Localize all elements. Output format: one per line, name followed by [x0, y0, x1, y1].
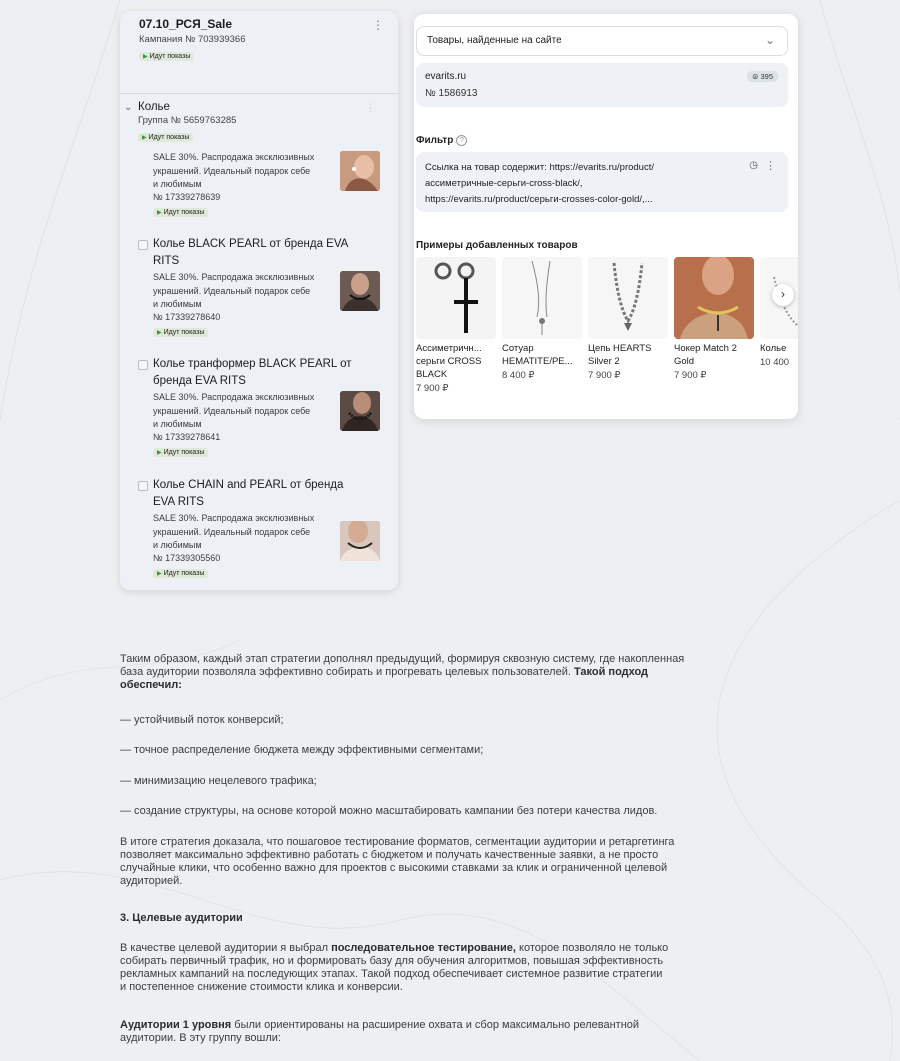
ad-item[interactable] — [138, 477, 383, 587]
product-name: Чокер Match 2 Gold — [674, 343, 737, 367]
ad-status-badge: ▶ Идут показы — [153, 208, 208, 217]
play-icon: ▶ — [157, 450, 162, 456]
campaign-number: Кампания № 703939366 — [139, 34, 246, 45]
feed-source-value: Товары, найденные на сайте — [427, 35, 562, 46]
article-paragraph: Таким образом, каждый этап стратегии дополнял предыдущий, формируя сквозную систему, где накопленная база аудитории позволяла эффективно собирать и прогревать целевых пользователей. Такой подход обеспечил: — [120, 653, 685, 691]
product-name: Сотуар HEMATITE/PE... — [502, 343, 573, 367]
play-icon: ▶ — [142, 135, 147, 141]
ad-title[interactable]: Колье BLACK PEARL от бренда EVA RITS — [153, 238, 349, 267]
group-number: Группа № 5659763285 — [138, 115, 237, 126]
feed-source-select[interactable] — [416, 26, 788, 56]
product-card[interactable] — [588, 257, 668, 381]
ad-thumbnail — [340, 391, 380, 431]
ad-number: № 17339278639 — [153, 192, 221, 202]
group-status-badge: ▶ Идут показы — [138, 133, 193, 142]
ad-number: № 17339278641 — [153, 432, 221, 442]
product-image — [674, 257, 754, 339]
ad-item[interactable] — [138, 356, 383, 466]
product-card[interactable] — [502, 257, 582, 381]
product-price: 7 900 ₽ — [674, 370, 707, 381]
site-domain: evarits.ru — [425, 71, 467, 82]
filter-label: Фильтр ? — [416, 135, 467, 146]
chevron-down-icon: ⌄ — [764, 33, 775, 47]
product-name: Ассиметричн... серьги CROSS BLACK — [416, 343, 482, 380]
ad-thumbnail — [340, 521, 380, 561]
campaign-more-icon[interactable]: ⋮ — [372, 18, 384, 32]
ad-thumbnail — [340, 151, 380, 191]
ad-text: SALE 30%. Распродажа эксклюзивных украшений. Идеальный подарок себе и любимым — [153, 272, 315, 309]
box-icon: ⊜ — [752, 72, 761, 81]
ad-text: SALE 30%. Распродажа эксклюзивных украшений. Идеальный подарок себе и любимым — [153, 152, 315, 189]
play-icon: ▶ — [157, 330, 162, 336]
play-icon: ▶ — [157, 571, 162, 577]
examples-label: Примеры добавленных товаров — [416, 240, 578, 251]
more-icon[interactable]: ⋮ — [765, 160, 776, 172]
ad-checkbox[interactable] — [138, 240, 148, 250]
bullet-item: — точное распределение бюджета между эффективными сегментами; — [120, 744, 484, 756]
clock-icon[interactable]: ◷ — [749, 160, 758, 171]
ad-thumbnail — [340, 271, 380, 311]
product-image — [416, 257, 496, 339]
help-icon[interactable]: ? — [456, 135, 467, 146]
chevron-down-icon[interactable]: ⌄ — [124, 101, 133, 113]
carousel-next-button[interactable] — [772, 284, 794, 306]
bullet-item: — устойчивый поток конверсий; — [120, 714, 284, 726]
ad-text: SALE 30%. Распродажа эксклюзивных украшений. Идеальный подарок себе и любимым — [153, 392, 315, 429]
article-paragraph: В качестве целевой аудитории я выбрал последовательное тестирование, которое позволяло не только собирать первичный трафик, но и формировать базу для обучения алгоритмов, повышая эффективность рекламных кампаний на последующих этапах. Такой подход обеспечивает системное развитие стратегии и постепенное снижение стоимости клика и конверсии. — [120, 942, 669, 993]
play-icon: ▶ — [157, 210, 162, 216]
play-icon: ▶ — [143, 54, 148, 60]
group-more-icon[interactable]: ⋮ — [365, 102, 376, 114]
group-title[interactable]: Колье — [138, 101, 170, 113]
product-price: 8 400 ₽ — [502, 370, 535, 381]
section-heading: 3. Целевые аудитории — [120, 912, 243, 924]
products-count-badge: ⊜ 395 — [747, 71, 778, 82]
ad-status-badge: ▶ Идут показы — [153, 569, 208, 578]
product-name: Цепь HEARTS Silver 2 — [588, 343, 652, 367]
ad-status-badge: ▶ Идут показы — [153, 328, 208, 337]
article-paragraph: В итоге стратегия доказала, что пошаговое тестирование форматов, сегментации аудитории и ретаргетинга позволяет максимально эффективно работать с бюджетом и получать качественные заявки, а не просто случайные клики, что особенно важно для проектов с высокими ставками за клик и ограниченной целевой аудиторией. — [120, 836, 675, 887]
divider — [120, 93, 398, 94]
site-number: № 1586913 — [425, 88, 478, 99]
product-image — [588, 257, 668, 339]
ad-number: № 17339305560 — [153, 553, 221, 563]
ad-title[interactable]: Колье CHAIN and PEARL от бренда EVA RITS — [153, 479, 344, 508]
product-price: 10 400 — [760, 357, 790, 368]
article-paragraph: Аудитории 1 уровня были ориентированы на расширение охвата и сбор максимально релевантной аудитории. В эту группу вошли: — [120, 1019, 640, 1044]
ad-item[interactable] — [138, 236, 383, 346]
bullet-item: — создание структуры, на основе которой можно масштабировать кампании без потери качества лидов. — [120, 805, 658, 817]
campaign-panel — [120, 11, 398, 590]
ad-group — [124, 101, 389, 144]
feed-panel — [414, 14, 798, 419]
product-price: 7 900 ₽ — [416, 383, 449, 394]
ad-text: SALE 30%. Распродажа эксклюзивных украшений. Идеальный подарок себе и любимым — [153, 513, 315, 550]
campaign-status-badge: ▶ Идут показы — [139, 52, 194, 61]
product-card[interactable] — [760, 257, 798, 368]
product-image — [502, 257, 582, 339]
campaign-title[interactable]: 07.10_РСЯ_Sale — [139, 17, 233, 31]
filter-card[interactable] — [416, 152, 788, 212]
bullet-item: — минимизацию нецелевого трафика; — [120, 775, 317, 787]
ad-checkbox[interactable] — [138, 360, 148, 370]
ad-title[interactable]: Колье транформер BLACK PEARL от бренда EVA RITS — [153, 358, 352, 387]
products-carousel — [416, 257, 798, 407]
ad-checkbox[interactable] — [138, 481, 148, 491]
product-name: Колье — [760, 343, 787, 354]
chevron-right-icon: › — [781, 287, 785, 301]
ad-status-badge: ▶ Идут показы — [153, 448, 208, 457]
campaign-header — [139, 17, 389, 63]
filter-text: Ссылка на товар содержит: https://evarits.ru/product/ ассиметричные-серьги-cross-black/, https://evarits.ru/product/серьги-crosses-color-gold/,... — [425, 162, 654, 205]
product-card[interactable] — [674, 257, 754, 381]
product-price: 7 900 ₽ — [588, 370, 621, 381]
ad-number: № 17339278640 — [153, 312, 221, 322]
ad-item[interactable] — [138, 151, 383, 223]
site-card[interactable] — [416, 63, 788, 107]
product-card[interactable] — [416, 257, 496, 394]
